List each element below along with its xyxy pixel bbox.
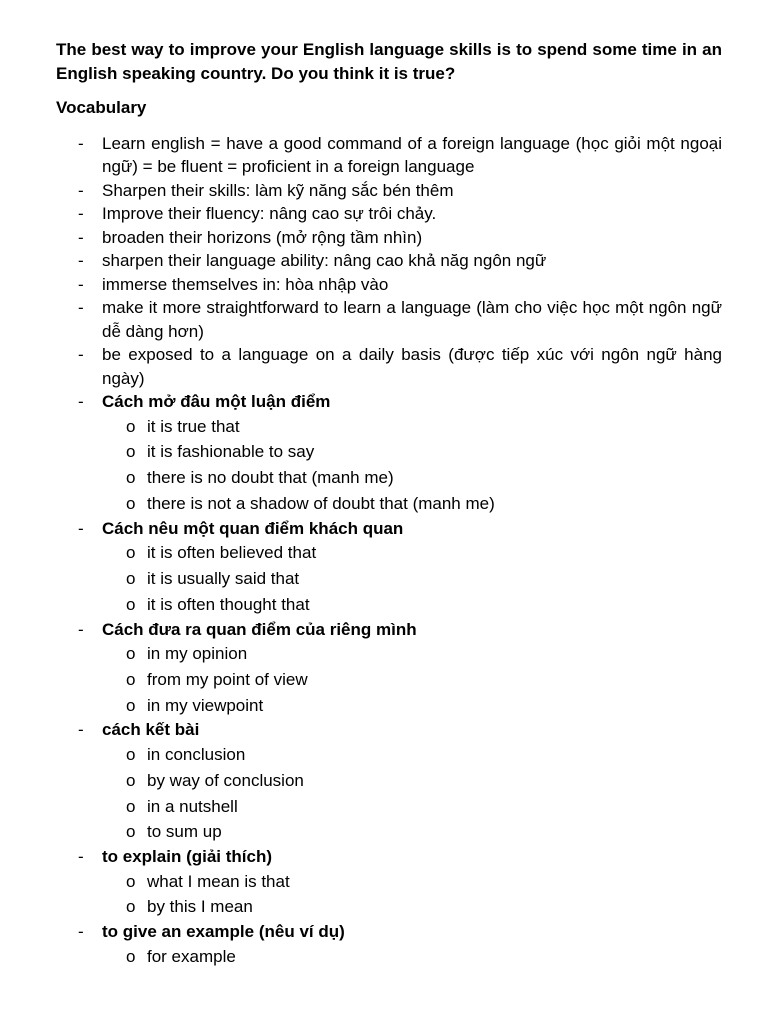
sub-list-item-text: by way of conclusion: [147, 770, 304, 790]
essay-question: The best way to improve your English language skills is to spend some time in an English speaking country. Do you think it is true?: [56, 40, 722, 83]
dash-marker: -: [78, 392, 84, 411]
list-item-text: make it more straightforward to learn a language (làm cho việc học một ngôn ngữ dễ dàng hơn): [102, 298, 722, 341]
circle-bullet-marker: o: [126, 796, 136, 816]
sub-list-item: [102, 768, 722, 794]
sub-list-item-text: it is often thought that: [147, 594, 310, 614]
dash-marker: -: [78, 204, 84, 223]
sub-list: [102, 944, 722, 970]
list-item-text: immerse themselves in: hòa nhập vào: [102, 274, 389, 294]
list-item-text: be exposed to a language on a daily basis (được tiếp xúc với ngôn ngữ hàng ngày): [102, 345, 722, 388]
sub-list-item: [102, 566, 722, 592]
circle-bullet-marker: o: [126, 594, 136, 614]
circle-bullet-marker: o: [126, 744, 136, 764]
list-item: [56, 845, 722, 920]
sub-list-item-text: in my opinion: [147, 644, 248, 664]
dash-marker: -: [78, 720, 84, 740]
sub-list: [102, 742, 722, 845]
list-item-text: Improve their fluency: nâng cao sự trôi chảy.: [102, 204, 437, 223]
sub-list-item: [102, 641, 722, 667]
sub-list-item-text: by this I mean: [147, 897, 253, 917]
sub-list-item: [102, 819, 722, 845]
circle-bullet-marker: o: [126, 770, 136, 790]
list-item: [56, 226, 722, 250]
dash-marker: -: [78, 345, 84, 364]
sub-list-item-text: for example: [147, 946, 236, 966]
circle-bullet-marker: o: [126, 871, 136, 891]
list-item-text: Cách nêu một quan điểm khách quan: [102, 518, 404, 538]
list-item-text: Cách đưa ra quan điểm của riêng mình: [102, 619, 417, 639]
dash-marker: -: [78, 518, 84, 538]
dash-marker: -: [78, 298, 84, 317]
sub-list-item-text: in a nutshell: [147, 796, 238, 816]
sub-list-item: [102, 465, 722, 491]
vocabulary-list: [56, 132, 722, 970]
circle-bullet-marker: o: [126, 543, 136, 563]
sub-list-item: [102, 439, 722, 465]
sub-list: [102, 540, 722, 617]
sub-list-item: [102, 540, 722, 566]
circle-bullet-marker: o: [126, 946, 136, 966]
section-heading: Vocabulary: [56, 98, 147, 117]
list-item: [56, 343, 722, 390]
sub-list-item: [102, 869, 722, 895]
circle-bullet-marker: o: [126, 822, 136, 842]
sub-list-item-text: it is true that: [147, 416, 240, 436]
list-item: [56, 296, 722, 343]
list-item: [56, 390, 722, 517]
list-item: [56, 202, 722, 226]
sub-list-item-text: to sum up: [147, 822, 222, 842]
circle-bullet-marker: o: [126, 897, 136, 917]
list-item-text: Learn english = have a good command of a foreign language (học giỏi một ngoại ngữ) = be fluent = proficient in a foreign language: [102, 133, 722, 176]
sub-list-item: [102, 944, 722, 970]
dash-marker: -: [78, 227, 84, 247]
sub-list-item: [102, 693, 722, 719]
circle-bullet-marker: o: [126, 669, 136, 689]
sub-list-item-text: there is not a shadow of doubt that (manh me): [147, 493, 495, 513]
dash-marker: -: [78, 847, 84, 867]
sub-list-item: [102, 794, 722, 820]
sub-list-item-text: from my point of view: [147, 669, 308, 689]
dash-marker: -: [78, 274, 84, 294]
sub-list-item-text: it is usually said that: [147, 568, 300, 588]
list-item: [56, 179, 722, 203]
dash-marker: -: [78, 922, 84, 942]
sub-list-item: [102, 414, 722, 440]
circle-bullet-marker: o: [126, 468, 136, 488]
circle-bullet-marker: o: [126, 568, 136, 588]
sub-list: [102, 641, 722, 718]
circle-bullet-marker: o: [126, 695, 136, 715]
list-item-text: to give an example (nêu ví dụ): [102, 922, 345, 942]
dash-marker: -: [78, 180, 84, 200]
list-item-text: to explain (giải thích): [102, 847, 273, 867]
list-item: [56, 618, 722, 719]
sub-list: [102, 414, 722, 517]
sub-list-item-text: there is no doubt that (manh me): [147, 468, 394, 488]
list-item: [56, 273, 722, 297]
sub-list-item: [102, 491, 722, 517]
dash-marker: -: [78, 619, 84, 639]
list-item: [56, 517, 722, 618]
list-item-text: cách kết bài: [102, 720, 200, 740]
sub-list-item: [102, 592, 722, 618]
sub-list-item-text: in my viewpoint: [147, 695, 264, 715]
circle-bullet-marker: o: [126, 493, 136, 513]
list-item: [56, 920, 722, 969]
sub-list-item-text: it is often believed that: [147, 543, 317, 563]
dash-marker: -: [78, 133, 84, 153]
list-item: [56, 249, 722, 273]
sub-list-item-text: in conclusion: [147, 744, 246, 764]
sub-list-item: [102, 742, 722, 768]
sub-list-item: [102, 894, 722, 920]
list-item: [56, 132, 722, 179]
list-item-text: Cách mở đâu một luận điểm: [102, 392, 331, 411]
circle-bullet-marker: o: [126, 416, 136, 436]
sub-list: [102, 869, 722, 921]
list-item-text: sharpen their language ability: nâng cao khả năg ngôn ngữ: [102, 251, 547, 270]
sub-list-item-text: what I mean is that: [147, 871, 290, 891]
sub-list-item-text: it is fashionable to say: [147, 442, 315, 462]
list-item-text: broaden their horizons (mở rộng tầm nhìn): [102, 227, 423, 247]
dash-marker: -: [78, 251, 84, 270]
circle-bullet-marker: o: [126, 644, 136, 664]
list-item-text: Sharpen their skills: làm kỹ năng sắc bén thêm: [102, 180, 454, 200]
circle-bullet-marker: o: [126, 442, 136, 462]
list-item: [56, 718, 722, 845]
sub-list-item: [102, 667, 722, 693]
